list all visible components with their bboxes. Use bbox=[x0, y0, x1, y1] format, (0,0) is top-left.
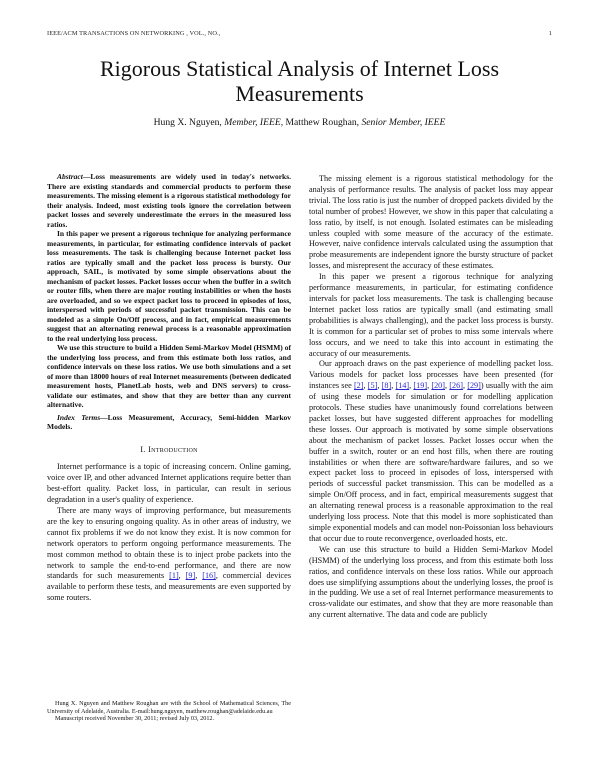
abstract-text: —Loss measurements are widely used in today's networks. There are existing standards and commercial products to perform these measurements. The missing element is a rigorous statistical methodology for their analysis. Indeed, most existing tools ignore the correlation between packet losses and severely underestimate the errors in the measured loss ratios. bbox=[47, 172, 291, 229]
abstract-paragraph bbox=[47, 172, 291, 229]
citation-link[interactable]: [8] bbox=[381, 381, 392, 391]
citation-link[interactable]: [16] bbox=[202, 571, 216, 581]
body-paragraph: In this paper we present a rigorous technique for analyzing performance measurements, in particular, for estimating confidence intervals for packet loss measurements. The task is challenging because Internet packet loss ratios are typically small (and estimating small probabilities is always challenging), and the packet loss process is bursty. It is common for a particular set of probes to miss some intervals where loss occurs, and we need to take this into account in estimating the accuracy of our measurements. bbox=[309, 272, 553, 358]
right-column bbox=[309, 174, 553, 621]
abstract-paragraph: We use this structure to build a Hidden Semi-Markov Model (HSMM) of the underlying loss process, and from this estimate both loss ratios, and confidence intervals on these loss ratios. We use both simulations and a set of more than 18000 hours of real Internet measurements (between dedicated measurement hosts, PlanetLab hosts, web and DNS servers) to cross-validate our estimates, and show that they are better than any current alternative. bbox=[47, 343, 291, 409]
body-text: There are many ways of improving performance, but measurements are the key to ensuring ongoing quality. As in other areas of industry, we cannot fix problems if we do not know they exist. It is now common for network operators to perform ongoing performance measurements. The most common method to obtain these is to inject probe packets into the network to sample the end-to-end performance, and there are now standards for such measurements bbox=[47, 506, 291, 581]
author-role: Member, IEEE, bbox=[224, 117, 284, 128]
body-paragraph: Internet performance is a topic of increasing concern. Online gaming, voice over IP, and other advanced Internet applications require better than best-effort quality. Packet loss, in particular, can result in serious degradation in a user's quality of experience. bbox=[47, 462, 291, 505]
page-number: 1 bbox=[548, 30, 552, 37]
body-paragraph: We can use this structure to build a Hidden Semi-Markov Model (HSMM) of the underlying loss process, and from this estimate both loss ratios, and confidence intervals on these loss ratios. While our approach does use simplifying assumptions about the underlying losses, the proof is in the pudding. We use a set of real Internet performance measurements to cross-validate our estimates, and show that they are more reasonable than any current alternative. The data and code are publicly bbox=[309, 544, 553, 620]
index-terms-label: Index Terms bbox=[57, 412, 101, 422]
author-name: Hung X. Nguyen, bbox=[153, 117, 222, 128]
footnote bbox=[47, 700, 291, 723]
citation-link[interactable]: [14] bbox=[395, 381, 410, 391]
manuscript-note: Manuscript received November 30, 2011; revised July 03, 2012. bbox=[55, 715, 215, 723]
citation-link[interactable]: [5] bbox=[367, 381, 378, 391]
citation-link[interactable]: [20] bbox=[431, 381, 445, 391]
body-paragraph: The missing element is a rigorous statistical methodology for the analysis of performance results. The analysis of packet loss may appear trivial. The loss ratio is just the number of dropped packets divided by the total number of probes! However, we show in this paper that calculating a loss ratio, by itself, is not enough. Isolated estimates can be misleading unless coupled with some measure of the accuracy of the estimate. However, naive confidence intervals calculated using the assumption that probe measurements are independent ignore the bursty structure of packet losses, and misrepresent the accuracy of these estimates. bbox=[309, 174, 553, 271]
citation-link[interactable]: [2] bbox=[353, 381, 364, 391]
section-heading bbox=[47, 445, 291, 456]
citation-link[interactable]: [1] bbox=[169, 571, 179, 581]
body-paragraph: There are many ways of improving performance, but measurements are the key to ensuring ongoing quality. As in other areas of industry, we cannot fix problems if we do not know they exist. It is now common for network operators to perform ongoing performance measurements. The most common method to obtain these is to inject probe packets into the network to sample the end-to-end performance, and there are now standards for such measurements [1], [9], [16], commercial devices available to perform these tests, and measurements are even supported by some routers. bbox=[47, 506, 292, 603]
index-terms bbox=[47, 413, 291, 432]
abstract-label: Abstract bbox=[57, 172, 83, 181]
index-terms-text: —Loss Measurement, Accuracy, Semi-hidden Markov Models. bbox=[47, 412, 292, 431]
body-text: , commercial devices available to perform these tests, and measurements are even supported by some routers. bbox=[47, 571, 292, 603]
paper-title: Rigorous Statistical Analysis of Internet Loss Measurements bbox=[99, 56, 500, 106]
author-line bbox=[47, 117, 552, 128]
abstract-paragraph: In this paper we present a rigorous technique for analyzing performance measurements, in particular, for estimating confidence intervals of packet loss measurements. The task is challenging because Internet packet loss ratios are typically small and the packet loss process is bursty. Our approach, SAIL, is motivated by some simple observations about the mechanism of packet losses. Packet losses occur when the buffer in a switch or router fills, when there are major routing instabilities or when the hosts are overloaded, and so we expect packet loss to proceed in episodes of loss, interspersed with periods of successful packet transmission. This can be modeled as a simple On/Off process, and in fact, empirical measurements suggest that an alternating renewal process is a reasonable approximation to the real underlying loss process. bbox=[47, 229, 291, 343]
section-title: Introduction bbox=[148, 444, 198, 454]
author-name: Matthew Roughan, bbox=[285, 117, 360, 128]
citation-link[interactable]: [26] bbox=[449, 381, 463, 391]
citation-link[interactable]: [9] bbox=[185, 571, 196, 581]
left-column bbox=[47, 172, 291, 604]
author-role: Senior Member, IEEE bbox=[361, 117, 446, 128]
journal-name: IEEE/ACM TRANSACTIONS ON NETWORKING , VOL., NO., bbox=[47, 30, 221, 37]
citation-link[interactable]: [29] bbox=[467, 381, 481, 391]
citation-link[interactable]: [19] bbox=[413, 381, 428, 391]
section-number: I. bbox=[140, 444, 146, 454]
running-header bbox=[47, 30, 552, 37]
body-text: ) usually with the aim of using these models for simulation or for modelling application protocols. These studies have unanimously found correlations between packet losses, but have suggested different approaches for modelling these losses. Our approach is motivated by some simple observations about the mechanism of packet losses. Packet losses occur when the buffer in a switch, router or an end host fills, when there are routing instabilities or when there are software/hardware failures, and so we expect packet loss to proceed in episodes of loss, interspersed with periods of successful packet transmission. This can be modelled as a simple On/Off process, and in fact, empirical measurements suggest that an alternating renewal process is a reasonable approximation to the real underlying loss process. Note that this model is more sophisticated than simple exponential models and can model non-Poissonian loss behaviours that occur due to route reconvergence, overloaded hosts, etc. bbox=[309, 381, 554, 543]
abstract bbox=[47, 172, 291, 410]
affiliation-note: Hung X. Nguyen and Matthew Roughan are with the School of Mathematical Sciences, The University of Adelaide, Australia. E-mail:hung.nguyen, matthew.roughan@adelaide.edu.au bbox=[47, 700, 291, 715]
body-paragraph: Our approach draws on the past experience of modelling packet loss. Various models for packet loss processes have been presented (for instances see [2], [5], [8], [14], [19], [20], [26], [29]) usually with the aim of using these models for simulation or for modelling application protocols. These studies have unanimously found correlations between packet losses, but have suggested different approaches for modelling these losses. Our approach is motivated by some simple observations about the mechanism of packet losses. Packet losses occur when the buffer in a switch, router or an end host fills, when there are routing instabilities or when there are software/hardware failures, and so we expect packet loss to proceed in episodes of loss, interspersed with periods of successful packet transmission. This can be modelled as a simple On/Off process, and in fact, empirical measurements suggest that an alternating renewal process is a reasonable approximation to the real underlying loss process. Note that this model is more sophisticated than simple exponential models and can model non-Poissonian loss behaviours that occur due to route reconvergence, overloaded hosts, etc. bbox=[309, 359, 554, 543]
body-text: Our approach draws on the past experience of modelling packet loss. Various models for packet loss processes have been presented (for instances see bbox=[309, 359, 553, 391]
